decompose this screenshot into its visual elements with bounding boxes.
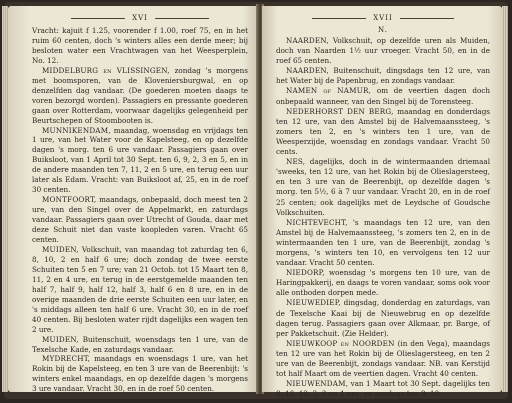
- paragraph: [32, 66, 248, 126]
- paragraph: [276, 86, 490, 106]
- paragraph-text: Volkschuit, van maandag tot zaturdag ten 6, 8, 10, 2 en half 6 ure; doch zondag de twee eerste Schuiten ten 5 en 7 ure; van 21 Octob. tot 15 Maart ten 8, 11, 2 en 4 ure, en terug in de eerstgemelde maanden ten half 7, half 9, half 12, half 3, half 6 en 8 ure, en in de overige maanden de drie eerste Schuiten een uur later, en 's middags alleen ten half 6 ure. Vracht 30, en in de roef 40 centen. Bij besloten water rijdt dagelijks een wagen ten 2 ure.: [32, 244, 248, 334]
- entry-title: NEDERHORST DEN BERG,: [286, 106, 394, 116]
- entry-title: MUIDEN,: [42, 244, 79, 254]
- paragraph-text: om de veertien dagen doch onbepaald wanneer, van den Singel bij de Torensteeg.: [276, 86, 490, 106]
- paragraph-text: (in den Vega), maandags ten 12 ure van het Rokin bij de Olieslagersteeg, en ten 2 ure van de Beerenbijt, zondags vandaar. NB. van Kerstijd tot half Maart om de veertien dagen. Vracht 40 centen.: [276, 338, 490, 379]
- paragraph-text: 's maandags ten 12 ure, van den Amstel bij de Halvemaanssteeg, 's zomers ten 2, en in de wintermaanden ten 1 ure, van de Beerenbijt, zondag 's morgens, 's winters ten 10, en vervolgens ten 12 uur vandaar. Vracht 50 centen.: [276, 217, 490, 268]
- paragraph: [32, 335, 248, 355]
- paragraph-text: maandag, woensdag en vrijdags ten 1 ure, van het Water voor de Kapelsteeg, en op dezelfde dagen 's morg. ten 6 ure vandaar. Passagiers gaan over Buiksloot, van 1 April tot 30 Sept. ten 6, 9, 2, 3 en 5, en in de andere maanden ten 7, 11, 2 en 5 ure, en terug een uur later als Edam. Vracht: van Buiksloot af, 25, en in de roef 30 centen.: [32, 125, 248, 195]
- paragraph-text: Buitenschuit, woensdags ten 1 ure, van de Texelsche Kade, en zaturdags vandaar.: [32, 334, 248, 354]
- entry-title: MONTFOORT,: [42, 195, 97, 205]
- header-rule: [400, 18, 454, 19]
- paragraph: [32, 245, 248, 335]
- paragraph-text: Buitenschuit, dingsdags ten 12 ure, van het Water bij de Papenbrug, en zondags vandaar.: [276, 66, 490, 86]
- entry-title: NAMEN of NAMUR,: [286, 86, 372, 96]
- paragraph-text: Vracht: kajuit f 1.25, voorender f 1.00, roef 75, en in het ruim 60 centen, doch 's winters alles een derde meer; bij besloten water een Vrachtwagen van het Weesperplein, No. 12.: [32, 26, 248, 65]
- paragraph: [276, 66, 490, 86]
- entry-title: NIEUWEDIEP,: [286, 298, 341, 308]
- entry-title: NIEDORP,: [286, 268, 325, 278]
- paragraph-text: dagelijks, doch in de wintermaanden driemaal 'sweeks, ten 12 ure, van het Rokin bij de Olieslagersteeg, en ten 3 ure van de Beerenbijt, op dezelfde dagen 's morg. ten 5½, 6 à 7 uur vandaar. Vracht 20, en in de roef 25 centen; ook dagelijks met de Leydsche of Goudsche Volkschuiten.: [276, 157, 490, 217]
- paragraph: [276, 107, 490, 157]
- paragraph: [276, 268, 490, 298]
- entry-title: MYDRECHT,: [42, 354, 91, 364]
- paragraph-text: woensdag 's morgens ten 10 ure, van de Haringpakkerij, en daags te voren vandaar, soms ook voor alle ontboden dorpen mede.: [276, 268, 490, 298]
- paragraph-text: maandags, onbepaald, doch meest ten 2 ure, van den Singel over de Appelmarkt, en zaturdags vandaar. Passagiers gaan over Utrecht of Gouda, daar met deze Schuit niet dan vaste koopleden varen. Vracht 65 centen.: [32, 195, 248, 245]
- header-rule: [312, 18, 366, 19]
- paragraph-text: zondag 's morgens met boomsporen, van de Kloveniersburgwal, en op denzelfden dag vandaar. (De goederen moeten daags te voren bezorgd worden). Passagiers en pressante goederen gaan over Rotterdam, voorwaar dagelijks gelegenheid per Beurtschepen of Stoombooten is.: [32, 65, 248, 125]
- paragraph: [32, 26, 248, 66]
- paragraph-text: dingsdag, donderdag en zaturdags, van de Texelsche Kaai bij de Nieuwebrug en op dezelfde dagen terug. Passagiers gaan over Alkmaar, pr. Barge, of per Pakketschuit. (Zie Helder).: [276, 298, 490, 338]
- paragraph-text: maandag en donderdags ten 12 ure, van den Amstel bij de Halvemaanssteeg, 's zomers ten 2, en 's winters ten 1 ure, van de Weesperzijde, woensdag en zondags vandaar. Vracht 50 cents.: [276, 106, 490, 157]
- right-page: [262, 6, 502, 399]
- paragraph: [276, 298, 490, 338]
- header-rule: [71, 18, 125, 19]
- entry-title: NAARDEN,: [286, 36, 329, 45]
- page-number: XVI: [132, 14, 148, 22]
- header-rule: [155, 18, 209, 19]
- page-number: XVII: [373, 14, 393, 22]
- entry-title: MUIDEN,: [42, 334, 79, 344]
- right-page-body: [276, 36, 490, 399]
- right-page-header: [276, 14, 490, 22]
- paragraph-text: maandags en woensdags 1 ure, van het Rokin bij de Kapelsteeg, en ten 3 ure van de Beerenbijt: 's winters enkel maandags, en op dezelfde dagen 's morgens 3 ure vandaar. Vracht 30, en in de roef 50 centen.: [32, 354, 248, 394]
- entry-title: NES,: [286, 157, 306, 167]
- paragraph: [276, 218, 490, 268]
- section-letter: N.: [378, 26, 388, 34]
- page-edges-right: [502, 6, 508, 392]
- paragraph-text: Volkschuit, op dezelfde uren als Muiden, doch van Naarden 1½ uur vroeger. Vracht 50, en in de roef 65 centen.: [276, 36, 490, 66]
- entry-title: MUNNIKENDAM,: [42, 125, 111, 135]
- entry-title: NIEUWKOOP en NOORDEN: [286, 338, 395, 348]
- left-page-body: [32, 26, 248, 394]
- entry-title: NICHTEVECHT,: [286, 217, 348, 227]
- paragraph: [276, 339, 490, 379]
- left-page-header: [32, 14, 248, 22]
- paragraph-text: van 1 Maart tot 30 Sept. dagelijks ten 8, 10, 12, 2, 3 en 4 ure, en zondags ten 9, 10,: [276, 379, 490, 399]
- paragraph: [276, 379, 490, 399]
- entry-title: NAARDEN,: [286, 66, 329, 76]
- entry-title: MIDDELBURG en VLISSINGEN,: [42, 65, 170, 75]
- paragraph: [32, 195, 248, 245]
- paragraph: [276, 157, 490, 218]
- left-page: [8, 6, 258, 392]
- paragraph: [32, 354, 248, 394]
- entry-title: NIEUWENDAM,: [286, 379, 349, 389]
- paragraph: [276, 36, 490, 66]
- paragraph: [32, 126, 248, 196]
